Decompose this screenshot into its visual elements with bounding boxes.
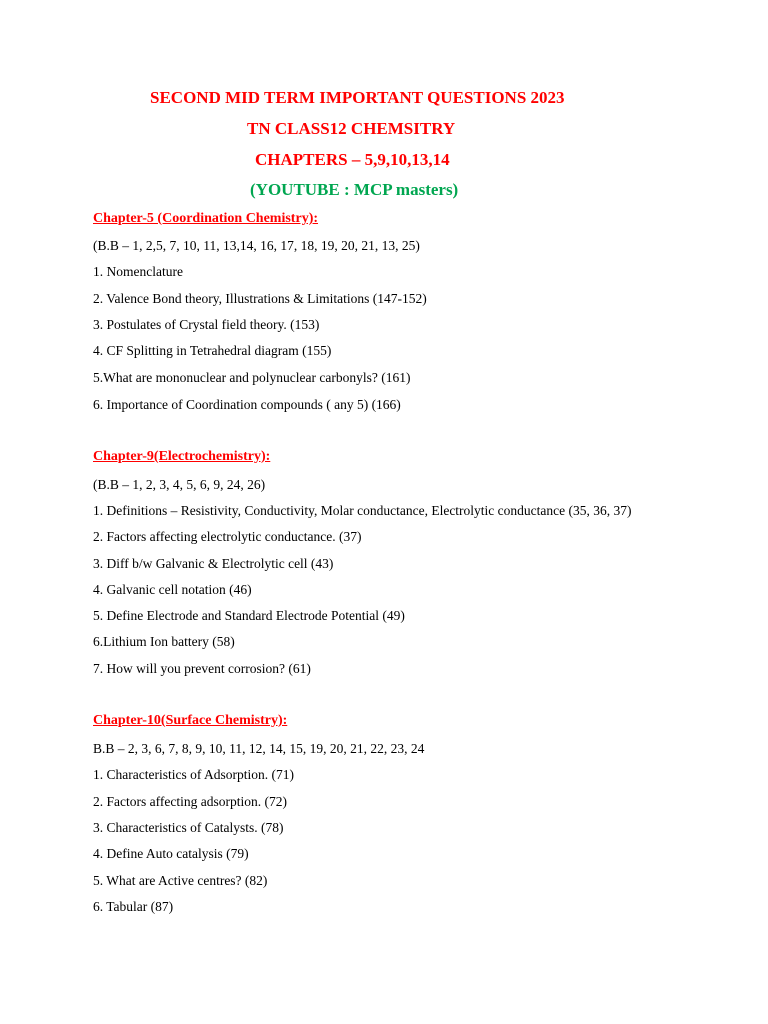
- list-item: 3. Diff b/w Galvanic & Electrolytic cell (43): [93, 556, 334, 571]
- document-title: SECOND MID TERM IMPORTANT QUESTIONS 2023: [150, 88, 565, 107]
- section-heading-chapter-10: Chapter-10(Surface Chemistry):: [93, 713, 288, 728]
- list-item: 4. CF Splitting in Tetrahedral diagram (155): [93, 343, 332, 358]
- list-item: 4. Define Auto catalysis (79): [93, 846, 249, 861]
- list-item: 3. Characteristics of Catalysts. (78): [93, 820, 284, 835]
- list-item: (B.B – 1, 2, 3, 4, 5, 6, 9, 24, 26): [93, 477, 266, 492]
- list-item: 3. Postulates of Crystal field theory. (153): [93, 317, 320, 332]
- list-item: 2. Factors affecting electrolytic conductance. (37): [93, 529, 362, 544]
- list-item: 1. Nomenclature: [93, 264, 183, 279]
- document-subtitle: TN CLASS12 CHEMSITRY: [247, 119, 456, 138]
- list-item: 7. How will you prevent corrosion? (61): [93, 661, 311, 676]
- youtube-line: (YOUTUBE : MCP masters): [250, 180, 459, 199]
- list-item: 2. Valence Bond theory, Illustrations & Limitations (147-152): [93, 291, 427, 306]
- section-heading-chapter-5: Chapter-5 (Coordination Chemistry):: [93, 211, 319, 226]
- list-item: 6. Tabular (87): [93, 899, 174, 914]
- list-item: 5. Define Electrode and Standard Electrode Potential (49): [93, 608, 405, 623]
- list-item: 5.What are mononuclear and polynuclear carbonyls? (161): [93, 370, 411, 385]
- chapters-line: CHAPTERS – 5,9,10,13,14: [255, 150, 450, 169]
- list-item: 5. What are Active centres? (82): [93, 873, 268, 888]
- list-item: (B.B – 1, 2,5, 7, 10, 11, 13,14, 16, 17, 18, 19, 20, 21, 13, 25): [93, 238, 420, 253]
- section-heading-chapter-9: Chapter-9(Electrochemistry):: [93, 449, 271, 464]
- list-item: 6. Importance of Coordination compounds ( any 5) (166): [93, 397, 401, 412]
- list-item: 2. Factors affecting adsorption. (72): [93, 794, 287, 809]
- list-item: 1. Characteristics of Adsorption. (71): [93, 767, 294, 782]
- list-item: 1. Definitions – Resistivity, Conductivity, Molar conductance, Electrolytic conductance (35, 36, 37): [93, 503, 632, 518]
- list-item: B.B – 2, 3, 6, 7, 8, 9, 10, 11, 12, 14, 15, 19, 20, 21, 22, 23, 24: [93, 741, 425, 756]
- list-item: 4. Galvanic cell notation (46): [93, 582, 252, 597]
- list-item: 6.Lithium Ion battery (58): [93, 634, 235, 649]
